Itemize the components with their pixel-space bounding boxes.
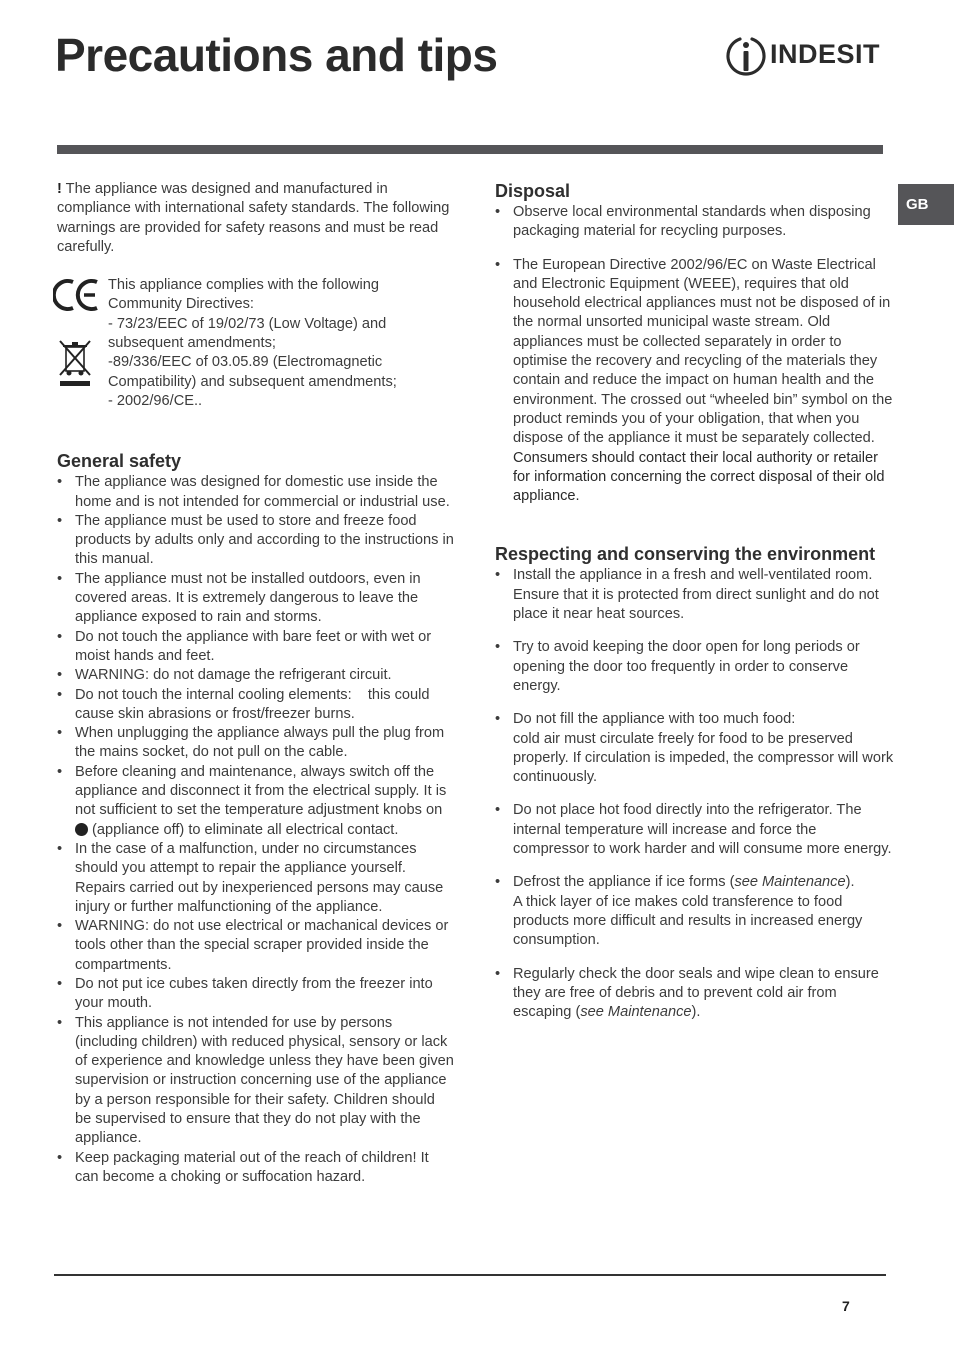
list-item-lead: Regularly check the door seals and wipe clean to ensure they are free of debris and to prevent cold air from escaping ( (513, 965, 879, 1021)
brand-name: INDESIT (770, 39, 881, 69)
left-column (57, 180, 455, 1187)
list-item: • In the case of a malfunction, under no circumstances should you attempt to repair the appliance yourself. Repairs carried out by inexperienced persons may cause injury or further malfunctioning of the appliance. (57, 840, 455, 917)
environment-list (495, 566, 895, 1022)
list-item: • The appliance must be used to store and freeze food products by adults only and according to the instructions in this manual. (57, 512, 455, 570)
directive-line: This appliance complies with the following Community Directives: (108, 277, 379, 313)
list-item: • Keep packaging material out of the reach of children! It can become a choking or suffocation hazard. (57, 1149, 455, 1188)
page-number: 7 (842, 1298, 850, 1314)
intro-text: The appliance was designed and manufactured in compliance with international safety standards. The following warnings are provided for safety reasons and must be read carefully. (57, 181, 450, 255)
bottom-divider (54, 1274, 886, 1276)
list-item: • WARNING: do not damage the refrigerant circuit. (57, 666, 455, 685)
power-off-symbol-icon (75, 823, 88, 836)
language-tab: GB (898, 184, 954, 225)
page-title: Precautions and tips (55, 29, 498, 81)
disposal-list (495, 203, 895, 506)
list-item-punct: ). (845, 874, 855, 891)
see-maintenance-ref: see Maintenance (734, 874, 846, 891)
directives-text (57, 276, 455, 411)
list-item (495, 256, 895, 507)
list-item: • Install the appliance in a fresh and well-ventilated room. Ensure that it is protected from direct sunlight and do not place it near heat sources. (495, 566, 895, 624)
top-divider (57, 145, 883, 154)
list-item-text (513, 873, 895, 892)
list-item: • This appliance is not intended for use by persons (including children) with reduced physical, sensory or lack of experience and knowledge unless they have been given supervision or instruction concerning use of the appliance by a person responsible for their safety. Children should be supervised to ensure that they do not play with the appliance. (57, 1014, 455, 1149)
disposal-heading: Disposal (495, 181, 571, 201)
warning-mark: ! (57, 181, 62, 197)
list-item: • The appliance was designed for domestic use inside the home and is not intended for commercial or industrial use. (57, 473, 455, 512)
general-safety-list (57, 473, 455, 1187)
right-column (495, 180, 895, 1022)
see-maintenance-ref: see Maintenance (580, 1004, 692, 1021)
list-item-punct: ). (691, 1004, 701, 1021)
directive-line: - 73/23/EEC of 19/02/73 (Low Voltage) and subsequent amendments; (108, 315, 387, 352)
list-item: • When unplugging the appliance always pull the plug from the mains socket, do not pull on the cable. (57, 724, 455, 763)
list-item-continuation: cold air must circulate freely for food to be preserved properly. If circulation is impeded, the compressor will work continuously. (513, 730, 894, 786)
indesit-logo (726, 33, 888, 79)
list-item (495, 710, 895, 787)
list-item: • WARNING: do not use electrical or machanical devices or tools other than the special scraper provided inside the compartments. (57, 917, 455, 975)
list-item-text: • The European Directive 2002/96/EC on Waste Electrical and Electronic Equipment (WEEE), requires that old household electrical appliances must not be disposed of in the normal unsorted municipal waste stream. Old appliances must be collected separately in order to optimise the recovery and recycling of the materials they contain and reduce the impact on human health and the environment. The crossed out “wheeled bin” symbol on the product reminds you of your obligation, that when you dispose of the appliance it must be separately collected. (513, 256, 893, 447)
ce-mark-icon (53, 278, 103, 312)
list-item: • Do not touch the appliance with bare feet or with wet or moist hands and feet. (57, 628, 455, 667)
environment-heading: Respecting and conserving the environment (495, 544, 876, 565)
list-item: • The appliance must not be installed outdoors, even in covered areas. It is extremely dangerous to leave the appliance exposed to rain and storms. (57, 570, 455, 628)
general-safety-heading: General safety (57, 451, 182, 472)
list-item-lead: Defrost the appliance if ice forms ( (513, 874, 735, 891)
list-item: • Do not put ice cubes taken directly from the freezer into your mouth. (57, 975, 455, 1014)
list-item: • Do not place hot food directly into the refrigerator. The internal temperature will increase and force the compressor to work harder and will consume more energy. (495, 801, 895, 859)
indesit-i-icon (726, 33, 766, 79)
list-item (495, 965, 895, 1023)
list-item-continuation: A thick layer of ice makes cold transference to food products more difficult and results in increased energy consumption. (513, 893, 863, 949)
list-item (495, 873, 895, 950)
list-item: • Observe local environmental standards when disposing packaging material for recycling purposes. (495, 203, 895, 242)
list-item: • Try to avoid keeping the door open for long periods or opening the door too frequently in order to conserve energy. (495, 638, 895, 696)
list-item (57, 763, 455, 840)
compliance-block (57, 276, 455, 411)
list-item: • Do not touch the internal cooling elements: this could cause skin abrasions or frost/freezer burns. (57, 686, 455, 725)
list-item-text-tail: (appliance off) to eliminate all electrical contact. (88, 821, 399, 838)
list-item-text: Before cleaning and maintenance, always switch off the appliance and disconnect it from the electrical supply. It is not sufficient to set the temperature adjustment knobs on (75, 763, 447, 819)
disposal-note: Consumers should contact their local authority or retailer for information concerning the correct disposal of their old appliance. (513, 449, 885, 505)
intro-paragraph (57, 180, 455, 257)
list-item-text: • Do not fill the appliance with too much food: (513, 711, 796, 728)
directive-line: - 2002/96/CE.. (108, 392, 203, 409)
wheeled-bin-crossed-icon (57, 338, 93, 388)
directive-line: -89/336/EEC of 03.05.89 (Electromagnetic Compatibility) and subsequent amendments; (108, 354, 397, 390)
